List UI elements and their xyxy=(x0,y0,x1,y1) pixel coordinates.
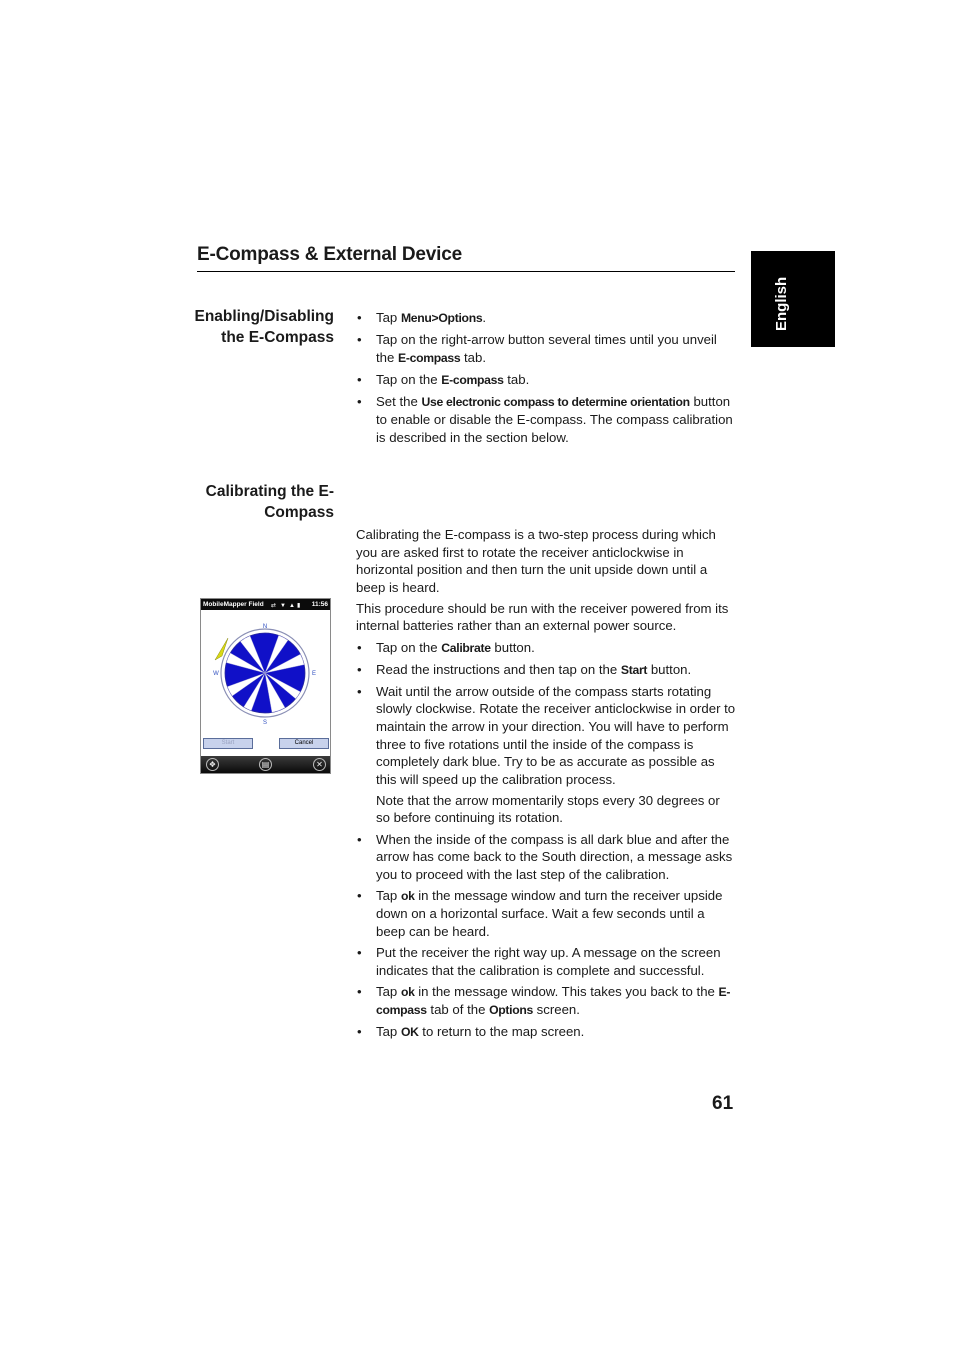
bullet-list xyxy=(356,831,736,1043)
keyword: Menu>Options xyxy=(400,311,483,325)
device-status-bar xyxy=(201,599,330,610)
list-item: • Tap ok in the message window. This takes you back to the E-compass tab of the Options screen. xyxy=(356,983,736,1020)
bullet-list xyxy=(356,639,736,789)
keyword: Start xyxy=(620,662,648,677)
device-app-title: MobileMapper Field xyxy=(203,601,264,608)
compass-label-s: S xyxy=(262,720,268,726)
close-icon[interactable]: ✕ xyxy=(313,758,326,771)
section-body-enable xyxy=(356,309,736,450)
keyword: ok xyxy=(400,984,415,999)
gps-icon: ⇄ xyxy=(271,603,277,609)
keyword: E-compass xyxy=(376,984,731,1018)
device-taskbar xyxy=(201,756,330,773)
keyword: Options xyxy=(489,1003,534,1018)
section-heading-line: Enabling/Disabling xyxy=(194,308,334,325)
compass-label-e: E xyxy=(311,671,317,677)
keyword: Use electronic compass to determine orientation xyxy=(421,394,690,409)
keyword: E-compass xyxy=(398,350,461,365)
section-heading-calibrate xyxy=(160,481,334,523)
signal-icon: ▼ xyxy=(280,603,286,609)
start-button[interactable]: Start xyxy=(203,738,253,749)
section-heading-line: Compass xyxy=(264,504,334,521)
list-item: • Tap Menu>Options. xyxy=(356,309,736,328)
list-item: • Tap on the right-arrow button several times until you unveil the E-compass tab. xyxy=(356,331,736,367)
battery-icon: ▮ xyxy=(297,603,301,609)
paragraph: This procedure should be run with the receiver powered from its internal batteries rather than an external power source. xyxy=(356,600,729,634)
compass-label-w: W xyxy=(213,671,219,677)
section-heading-line: the E-Compass xyxy=(221,329,334,346)
compass-label-n: N xyxy=(262,624,268,630)
list-item: • Wait until the arrow outside of the compass starts rotating slowly clockwise. Rotate the receiver anticlockwise in order to maintain the arrow in your direction. You will have to perform three to five rotations until the inside of the compass is completely dark blue. Try to be as accurate as possible as this will speed up the calibration process. xyxy=(356,683,736,789)
list-item: • Put the receiver the right way up. A message on the screen indicates that the calibration is complete and successful. xyxy=(356,944,736,979)
keyword: Calibrate xyxy=(441,640,491,655)
section-heading-line: Calibrating the E- xyxy=(205,483,334,500)
compass-graphic xyxy=(201,610,330,735)
title-rule xyxy=(197,271,735,272)
bullet-list xyxy=(356,309,736,447)
keyword: E-compass xyxy=(441,372,504,387)
device-screenshot xyxy=(200,598,331,774)
keyword: OK xyxy=(400,1025,419,1040)
windows-start-icon[interactable]: ❖ xyxy=(206,758,219,771)
paragraph: Calibrating the E-compass is a two-step process during which you are asked first to rotate the receiver anticlockwise in horizontal position and then turn the unit upside down until a beep is heard. xyxy=(356,527,716,595)
list-item: • Read the instructions and then tap on the Start button. xyxy=(356,661,736,680)
list-item: • Tap on the E-compass tab. xyxy=(356,371,736,390)
keyboard-icon[interactable]: ▤ xyxy=(259,758,272,771)
list-item: • Tap on the Calibrate button. xyxy=(356,639,736,658)
list-item: • Tap ok in the message window and turn the receiver upside down on a horizontal surface. Wait a few seconds until a beep can be heard. xyxy=(356,887,736,941)
section-heading-enable xyxy=(160,306,334,348)
language-tab-label: English xyxy=(773,276,790,331)
language-tab xyxy=(751,251,835,347)
list-item: • When the inside of the compass is all dark blue and after the arrow has come back to the South direction, a message asks you to proceed with the last step of the calibration. xyxy=(356,831,736,884)
page-number: 61 xyxy=(712,1093,734,1114)
cancel-button[interactable]: Cancel xyxy=(279,738,329,749)
section-body-calibrate xyxy=(356,526,736,1046)
list-item: • Set the Use electronic compass to determine orientation button to enable or disable the E-compass. The compass calibration is described in the section below. xyxy=(356,393,736,447)
page-title: E-Compass & External Device xyxy=(197,244,462,265)
note: Note that the arrow momentarily stops every 30 degrees or so before continuing its rotation. xyxy=(376,792,720,826)
keyword: ok xyxy=(400,888,415,903)
antenna-icon: ▲ xyxy=(289,603,295,609)
device-time: 11:56 xyxy=(311,601,328,608)
list-item: • Tap OK to return to the map screen. xyxy=(356,1023,736,1042)
